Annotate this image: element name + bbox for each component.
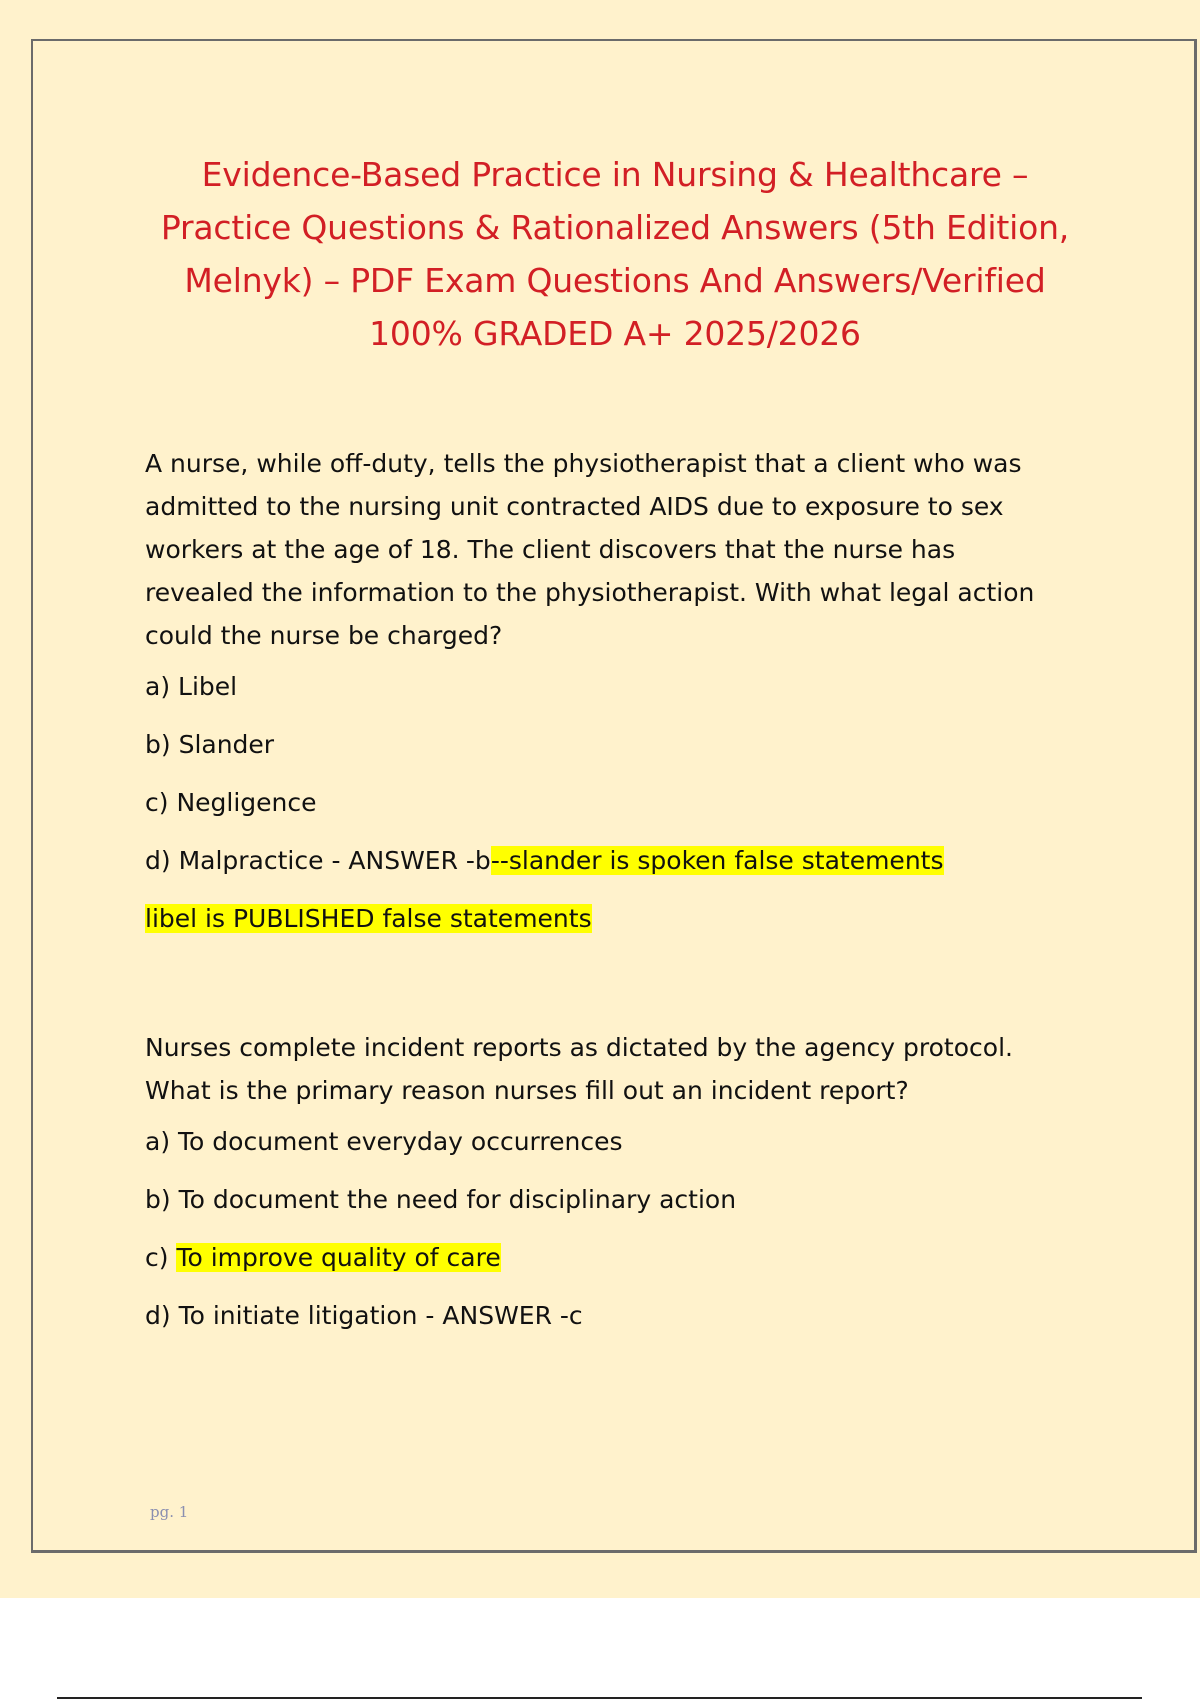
question-1-stem-line: workers at the age of 18. The client discovers that the nurse has — [145, 535, 956, 564]
question-1-option-a: a) Libel — [145, 672, 238, 701]
question-1-stem-line: A nurse, while off-duty, tells the physiotherapist that a client who was — [145, 449, 1022, 478]
question-1-stem — [145, 442, 1095, 657]
question-2 — [145, 1026, 1095, 1356]
question-1-option-d — [145, 843, 1095, 901]
question-1-option-b: b) Slander — [145, 730, 275, 759]
question-2-option-a: a) To document everyday occurrences — [145, 1127, 623, 1156]
document-title — [120, 148, 1110, 360]
question-1-option-c: c) Negligence — [145, 788, 317, 817]
page-number: pg. 1 — [150, 1503, 189, 1521]
question-1-stem-line: revealed the information to the physiotherapist. With what legal action — [145, 578, 1035, 607]
question-1-option-d-text: d) Malpractice - ANSWER -b — [145, 846, 491, 875]
question-1-stem-line: could the nurse be charged? — [145, 621, 503, 650]
bottom-divider — [57, 1697, 1142, 1699]
question-1-stem-line: admitted to the nursing unit contracted AIDS due to exposure to sex — [145, 492, 1004, 521]
question-2-stem-line: What is the primary reason nurses fill out an incident report? — [145, 1076, 909, 1105]
answer-highlight: To improve quality of care — [176, 1243, 501, 1272]
rationale-highlight: libel is PUBLISHED false statements — [145, 904, 592, 933]
title-line-3: Melnyk) – PDF Exam Questions And Answers/Verified — [184, 261, 1046, 300]
question-2-option-d: d) To initiate litigation - ANSWER -c — [145, 1301, 583, 1330]
title-line-4: 100% GRADED A+ 2025/2026 — [369, 314, 861, 353]
question-2-option-b: b) To document the need for disciplinary action — [145, 1185, 737, 1214]
title-line-1: Evidence-Based Practice in Nursing & Healthcare – — [201, 155, 1029, 194]
answer-highlight: --slander is spoken false statements — [490, 846, 944, 875]
question-2-option-c — [145, 1240, 1095, 1298]
question-2-option-c-prefix: c) — [145, 1243, 177, 1272]
question-2-stem-line: Nurses complete incident reports as dictated by the agency protocol. — [145, 1033, 1013, 1062]
question-1-rationale — [145, 901, 1095, 959]
title-line-2: Practice Questions & Rationalized Answers (5th Edition, — [160, 208, 1070, 247]
question-1 — [145, 442, 1095, 959]
question-2-stem — [145, 1026, 1095, 1112]
